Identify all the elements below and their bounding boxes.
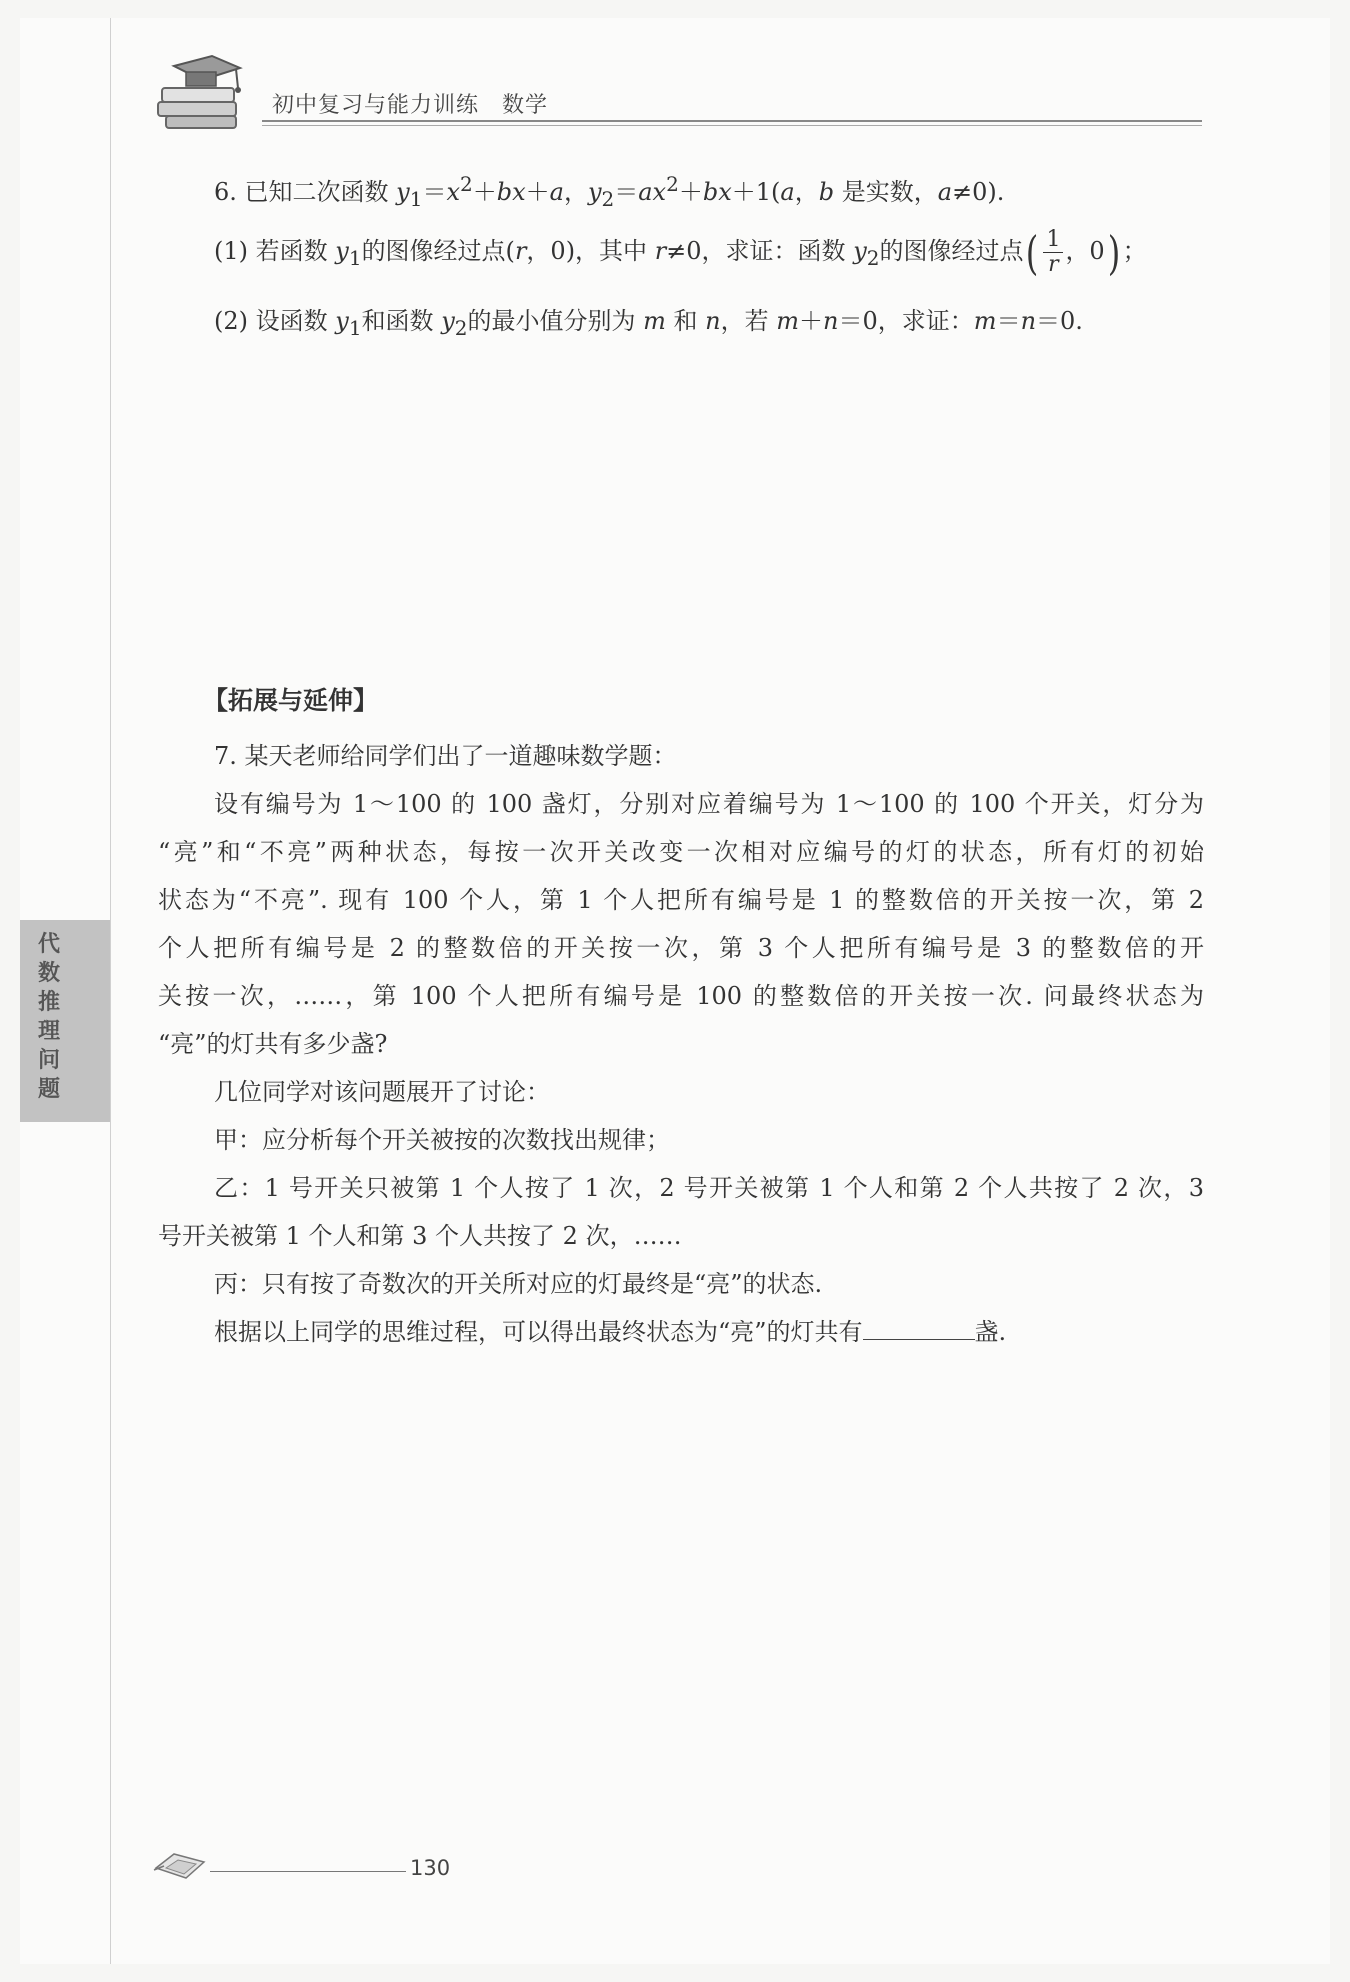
question-6-part-2: (2) 设函数 $y_1$和函数 $y_2$的最小值分别为 m 和 n，若 m＋n＝0，求证：m＝n＝0.: [214, 307, 1083, 340]
student-jia-remark: 甲：应分析每个开关被按的次数找出规律；: [214, 1126, 670, 1154]
page-number: 130: [410, 1856, 451, 1880]
question-7-final-prompt: 根据以上同学的思维过程，可以得出最终状态为“亮”的灯共有 盏.: [214, 1318, 1007, 1346]
footer-ornament-icon: [152, 1848, 208, 1884]
books-logo-icon: [152, 52, 244, 132]
chapter-side-tab: [20, 920, 110, 1122]
question-7-body-line: “亮”的灯共有多少盏?: [158, 1030, 388, 1058]
header-rule: [262, 120, 1202, 122]
question-7-body-line: 状态为“不亮”. 现有 100 个人，第 1 个人把所有编号是 1 的整数倍的开关按一次，第 2: [158, 886, 1204, 914]
question-6-part-1: (1) 若函数 $y_1$的图像经过点(r，0)，其中 r≠0，求证：函数 $y_2$的图像经过点( $\frac{1}{r}$ ，0) ；: [214, 225, 1147, 280]
fraction-one-over-r: $\frac{1}{r}$: [1043, 228, 1063, 277]
question-7-body-line: 关按一次，……，第 100 个人把所有编号是 100 的整数倍的开关按一次. 问最终状态为: [158, 982, 1204, 1010]
question-7-body-line: “亮”和“不亮”两种状态，每按一次开关改变一次相对应编号的灯的状态，所有灯的初始: [158, 838, 1204, 866]
student-bing-remark: 丙：只有按了奇数次的开关所对应的灯最终是“亮”的状态.: [214, 1270, 823, 1298]
binding-line: [110, 18, 111, 1964]
answer-blank[interactable]: [863, 1317, 975, 1340]
section-heading: 【拓展与延伸】: [203, 686, 379, 715]
student-yi-remark: 乙：1 号开关只被第 1 个人按了 1 次，2 号开关被第 1 个人和第 2 个人共按了 2 次，3: [214, 1174, 1204, 1202]
question-7-body-line: 个人把所有编号是 2 的整数倍的开关按一次，第 3 个人把所有编号是 3 的整数倍的开: [158, 934, 1204, 962]
header-rule-thin: [262, 125, 1202, 126]
question-7-body-line: 设有编号为 1～100 的 100 盏灯，分别对应着编号为 1～100 的 100 个开关，灯分为: [214, 790, 1204, 818]
running-header-title: 初中复习与能力训练 数学: [272, 93, 549, 118]
student-yi-remark-continued: 号开关被第 1 个人和第 3 个人共按了 2 次，……: [158, 1222, 682, 1250]
discussion-intro: 几位同学对该问题展开了讨论：: [214, 1078, 550, 1106]
question-7-intro: 7. 某天老师给同学们出了一道趣味数学题：: [214, 742, 677, 770]
chapter-side-tab-label: 代数推理问题: [37, 932, 60, 1102]
question-6-stem: 6. 已知二次函数 $y_1=x^2+bx+a$，$y_2=ax^2+bx+1(a$，b 是实数，a≠0).: [214, 172, 1005, 211]
footer-rule: [210, 1871, 406, 1872]
